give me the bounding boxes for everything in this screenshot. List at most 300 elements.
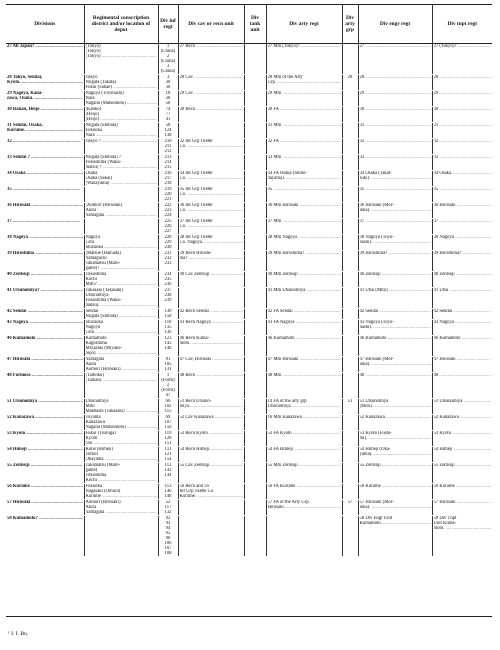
cell-line: 43 FA Nagoya ..... — [268, 320, 341, 325]
arty-regt-cell — [266, 91, 342, 107]
cell-line: 228 — [164, 235, 172, 240]
cell-line: 150 — [164, 425, 172, 430]
cell-line: 55 Zentsuji ..... — [434, 463, 492, 468]
inf-regt-cell — [158, 44, 178, 75]
cell-line: (Matsue (Hamada) — [85, 251, 121, 256]
division-cell — [6, 357, 84, 373]
inf-regt-cell — [158, 447, 178, 463]
division-cell — [6, 155, 84, 171]
cell-line: 91 — [165, 357, 171, 362]
engr-regt-cell — [358, 288, 432, 309]
cell-line: Gifu ..... — [86, 330, 157, 335]
cell-line: miya. ..... — [180, 404, 243, 409]
division-cell — [6, 336, 84, 357]
arty-regt-cell — [266, 123, 342, 139]
table-row — [6, 91, 492, 107]
tank-unit-cell — [244, 288, 266, 309]
cell-line: 229 — [164, 240, 172, 245]
bottom-rule — [6, 616, 492, 617]
cell-line: 47 Cav, Hirosaki ..... — [180, 357, 243, 362]
cell-line: moto. ..... — [180, 341, 243, 346]
inf-regt-cell — [158, 171, 178, 187]
division-cell — [6, 373, 84, 399]
tank-unit-cell — [244, 516, 266, 557]
table-row — [6, 484, 492, 500]
table-row — [6, 187, 492, 203]
cell-line: 55 Zentsuji ..... — [7, 463, 83, 468]
cell-line: Yamaguchi — [85, 256, 107, 261]
cav-unit-cell — [178, 251, 244, 272]
arty-regt-cell — [266, 399, 342, 415]
cell-line: 108 — [164, 551, 172, 556]
division-cell — [6, 203, 84, 219]
cell-line: 29 Nagoya, Kana- — [7, 91, 43, 96]
cell-line: 69 — [165, 415, 171, 420]
arty-regt-cell — [266, 107, 342, 123]
tnpt-regt-cell — [432, 463, 492, 484]
inf-regt-cell — [158, 336, 178, 357]
cell-line: 123 — [164, 336, 172, 341]
cell-line: Co. ..... — [180, 192, 243, 197]
cell-line: 42 FA Sendai ..... — [268, 309, 341, 314]
cell-line: 38 — [165, 96, 171, 101]
cell-line: 210 — [164, 139, 172, 144]
tnpt-regt-cell — [432, 431, 492, 447]
arty-grp-cell — [342, 336, 358, 357]
division-cell — [6, 320, 84, 336]
arty-grp-cell — [342, 484, 358, 500]
engr-regt-cell — [358, 235, 432, 251]
division-cell — [6, 139, 84, 155]
table-row — [6, 139, 492, 155]
cell-line: 218 — [164, 181, 172, 186]
cell-line: 40 Zentsuji ..... — [7, 272, 83, 277]
cell-line: Kanazawa — [85, 420, 106, 425]
cell-line: (Tainan) ..... — [86, 378, 157, 383]
table-row — [6, 107, 492, 123]
cell-line: 119 — [164, 431, 172, 436]
cell-line: 39 Recn Hiroshi- — [179, 251, 212, 256]
cell-line: 27 ..... — [360, 44, 431, 49]
cell-line: 29 ..... — [360, 91, 431, 96]
tank-unit-cell — [244, 187, 266, 203]
division-cell — [6, 251, 84, 272]
cell-line: 39 Hiroshima? ..... — [360, 251, 431, 256]
arty-grp-cell — [342, 272, 358, 288]
cell-line: Mito? ..... — [86, 282, 157, 287]
cell-line: 34 Osaka ..... — [434, 171, 492, 176]
district-cell — [84, 463, 158, 484]
tank-unit-cell — [244, 251, 266, 272]
cell-line: 48 ..... — [434, 373, 492, 378]
cell-line: 102 — [164, 404, 172, 409]
cell-line: 52 Kanazawa ..... — [434, 415, 492, 420]
cell-line: 27 Mtn (Tokyo)? ..... — [268, 44, 341, 49]
engr-regt-cell — [358, 463, 432, 484]
cell-line: 237 — [164, 288, 172, 293]
district-cell — [84, 44, 158, 75]
cell-line: 38 Mtn Nagoya ..... — [268, 235, 341, 240]
district-cell — [84, 336, 158, 357]
cav-unit-cell — [178, 107, 244, 123]
cell-line: 117 — [164, 505, 172, 510]
cell-line: 74 — [165, 107, 171, 112]
district-cell — [84, 320, 158, 336]
cell-line: 28 ..... — [360, 75, 431, 80]
cell-line: Utsunomiya — [85, 399, 109, 404]
cell-line: 52 — [165, 500, 171, 505]
cell-line: 29 ..... — [434, 91, 492, 96]
division-cell — [6, 272, 84, 288]
col-header-cav: Div cav or recn unit — [178, 5, 244, 44]
cell-line: 53 Kyoto (Fushi- — [359, 431, 392, 436]
tank-unit-cell — [244, 500, 266, 516]
cell-line: 92 — [165, 516, 171, 521]
division-cell — [6, 187, 84, 203]
cell-line: 35 ..... — [268, 187, 341, 192]
inf-regt-cell — [158, 415, 178, 431]
cell-line: Co. ..... — [180, 144, 243, 149]
cell-line: zawa, Osaka. ..... — [7, 96, 83, 101]
arty-grp-cell — [342, 171, 358, 187]
cell-line: Tokyo ? ..... — [86, 139, 157, 144]
division-cell — [6, 431, 84, 447]
cell-line: 56 Kurume ..... — [360, 484, 431, 489]
division-cell — [6, 288, 84, 309]
cell-line: 233 — [164, 261, 172, 266]
cell-line: 106 — [164, 541, 172, 546]
cell-line: 18 — [165, 91, 171, 96]
cell-line: 36 Hirosaki (Mor- — [359, 203, 394, 208]
arty-grp-cell — [342, 500, 358, 516]
cav-unit-cell — [178, 123, 244, 139]
engr-regt-cell — [358, 272, 432, 288]
cell-line: Tokyo — [85, 75, 98, 80]
cell-line: 34 FA Osaka (Shino- — [267, 171, 307, 176]
arty-grp-cell — [342, 91, 358, 107]
cell-line: 107 — [164, 546, 172, 551]
tnpt-regt-cell — [432, 500, 492, 516]
cell-line: Nagano (Matsumoto) ..... — [86, 425, 157, 430]
tnpt-regt-cell — [432, 516, 492, 557]
table-row — [6, 251, 492, 272]
cav-unit-cell — [178, 272, 244, 288]
cell-line: 54 Recn Himeji ..... — [180, 447, 243, 452]
cell-line: Co. Nagoya. ..... — [180, 240, 243, 245]
arty-regt-cell — [266, 75, 342, 91]
cell-line: nojo). ..... — [86, 351, 157, 356]
cell-line: 31 ..... — [360, 123, 431, 128]
arty-regt-cell — [266, 373, 342, 399]
cell-line: 52 Kanazawa ..... — [360, 415, 431, 420]
cell-line: 32 FA ..... — [268, 139, 341, 144]
tnpt-regt-cell — [432, 373, 492, 399]
cell-line: 2 — [166, 54, 170, 59]
cell-line: 35 ..... — [7, 187, 83, 192]
cell-line: Tokushima — [85, 473, 107, 478]
division-cell — [6, 91, 84, 107]
division-cell — [6, 75, 84, 91]
cell-line: 93 — [165, 521, 171, 526]
arty-grp-cell — [342, 309, 358, 320]
arty-grp-cell — [342, 320, 358, 336]
cell-line: 47 — [165, 393, 171, 398]
cell-line: Niigata (Shibata) — [85, 123, 118, 128]
cav-unit-cell — [178, 309, 244, 320]
cell-line: 42 Sendai ..... — [7, 309, 83, 314]
cell-line: 41 Utsu ..... — [434, 288, 492, 293]
cell-line: 143 — [164, 468, 172, 473]
cell-line: matsu) ? ..... — [86, 165, 157, 170]
cell-line: Akita — [85, 208, 96, 213]
table-row — [6, 288, 492, 309]
arty-grp-cell — [342, 219, 358, 235]
cell-line: Fukui (Sabae) ..... — [86, 85, 157, 90]
cell-line: 94 — [165, 526, 171, 531]
cell-line: Osaka (Sakai) — [85, 176, 112, 181]
arty-regt-cell — [266, 272, 342, 288]
inf-regt-cell — [158, 75, 178, 91]
cell-line: 51 Utsunomiya ..... — [7, 399, 83, 404]
table-row — [6, 399, 492, 415]
arty-regt-cell — [266, 357, 342, 373]
cell-line: 46 Kumamoto ..... — [7, 336, 83, 341]
arty-regt-cell — [266, 431, 342, 447]
cell-line: Osaka — [85, 171, 98, 176]
cell-line: Tottori — [85, 452, 99, 457]
inf-regt-cell — [158, 155, 178, 171]
cell-line: Gifu — [85, 240, 95, 245]
cell-line: 128 — [164, 436, 172, 441]
tnpt-regt-cell — [432, 219, 492, 235]
engr-regt-cell — [358, 357, 432, 373]
engr-regt-cell — [358, 415, 432, 431]
cell-line: Kurume. ..... — [180, 494, 243, 499]
arty-grp-cell — [342, 357, 358, 373]
inf-regt-cell — [158, 500, 178, 516]
engr-regt-cell — [358, 203, 432, 219]
tnpt-regt-cell — [432, 235, 492, 251]
cell-line: dayama). ..... — [268, 176, 341, 181]
district-cell — [84, 91, 158, 107]
cell-line: 136 — [164, 330, 172, 335]
cell-line: ioka). ..... — [360, 362, 431, 367]
cell-line: 47 Hirosaki (Mor- — [359, 357, 394, 362]
cell-line: moto. ..... — [434, 526, 492, 531]
division-cell — [6, 484, 84, 500]
arty-grp-cell — [342, 155, 358, 171]
arty-regt-cell — [266, 171, 342, 187]
cell-line: Mito — [85, 404, 95, 409]
cell-line: ma? ..... — [180, 256, 243, 261]
engr-regt-cell — [358, 44, 432, 75]
cell-line: 28 Tokyo, Sendai, — [7, 75, 43, 80]
cell-line: 52 Kanazawa ..... — [7, 415, 83, 420]
cell-line: 37 ..... — [7, 219, 83, 224]
cell-line: Fukushima (Waka- — [85, 298, 122, 303]
district-cell — [84, 516, 158, 557]
cell-line: Aomori (Hirosaki) — [85, 500, 121, 505]
cell-line: Utsunomiya. ..... — [268, 404, 341, 409]
arty-grp-cell — [342, 235, 358, 251]
cav-unit-cell — [178, 415, 244, 431]
cell-line: 32 ..... — [434, 139, 492, 144]
division-cell — [6, 44, 84, 75]
cav-unit-cell — [178, 288, 244, 309]
cav-unit-cell — [178, 155, 244, 171]
cell-line: Niigata (Shibata) ? — [85, 155, 121, 160]
col-header-district: Regimental conscription district and/or location of depot — [84, 5, 158, 44]
inf-regt-cell — [158, 219, 178, 235]
cell-line: 96 — [165, 536, 171, 541]
cell-line: Fukuoka — [85, 484, 102, 489]
cell-line: 215 — [164, 165, 172, 170]
tank-unit-cell — [244, 155, 266, 171]
cell-line: Kumamoto. ..... — [360, 521, 431, 526]
cav-unit-cell — [178, 91, 244, 107]
cell-line: 41 Utsunomiya? ..... — [7, 288, 83, 293]
divisions-table — [6, 4, 492, 557]
cell-line: Akita — [85, 505, 96, 510]
cav-unit-cell — [178, 139, 244, 155]
cell-line: (China) — [160, 69, 176, 74]
cell-line: 37 Inf Grp Tkette — [179, 219, 213, 224]
cell-line: 57 Hirosaki ..... — [434, 500, 492, 505]
arty-grp-cell — [342, 431, 358, 447]
district-cell — [84, 123, 158, 139]
cav-unit-cell — [178, 357, 244, 373]
cell-line: Tokushima — [85, 272, 107, 277]
inf-regt-cell — [158, 399, 178, 415]
cav-unit-cell — [178, 44, 244, 75]
district-cell — [84, 399, 158, 415]
arty-regt-cell — [266, 463, 342, 484]
cell-line: 222 — [164, 203, 172, 208]
cell-line: Yamagata ..... — [86, 213, 157, 218]
cell-line: 219 — [164, 187, 172, 192]
cell-line: Takasaki (Takasaki) — [85, 288, 123, 293]
cell-line: 40 Mtn Zentsuji ..... — [268, 272, 341, 277]
cell-line: Utsunomiya — [85, 293, 109, 298]
cell-line: Kumamoto — [85, 336, 107, 341]
engr-regt-cell — [358, 373, 432, 399]
tank-unit-cell — [244, 463, 266, 484]
cell-line: 56 Kurume ..... — [434, 484, 492, 489]
cell-line: mi). ..... — [360, 436, 431, 441]
engr-regt-cell — [358, 139, 432, 155]
engr-regt-cell — [358, 187, 432, 203]
tnpt-regt-cell — [432, 447, 492, 463]
cell-line: 32 ..... — [360, 139, 431, 144]
table-row — [6, 235, 492, 251]
cell-line: Kyoto. ..... — [7, 80, 83, 85]
arty-grp-cell — [342, 123, 358, 139]
cav-unit-cell — [178, 484, 244, 500]
cell-line: 238 — [164, 293, 172, 298]
arty-grp-cell — [342, 139, 358, 155]
engr-regt-cell — [358, 500, 432, 516]
col-header-inf: Div inf regt — [158, 5, 178, 44]
inf-regt-cell — [158, 139, 178, 155]
division-cell — [6, 107, 84, 123]
cell-line: 135 — [164, 325, 172, 330]
tank-unit-cell — [244, 75, 266, 91]
cav-unit-cell — [178, 500, 244, 516]
cell-line: 234 — [164, 272, 172, 277]
tnpt-regt-cell — [432, 139, 492, 155]
engr-regt-cell — [358, 336, 432, 357]
cell-line: Okayama ..... — [86, 457, 157, 462]
cell-line: Aomori (Hirosaki) ..... — [86, 367, 157, 372]
engr-regt-cell — [358, 91, 432, 107]
cell-line: 56 Recn and 56 — [179, 484, 209, 489]
cell-line: 33 Mtn ..... — [268, 155, 341, 160]
table-row — [6, 516, 492, 557]
tnpt-regt-cell — [432, 484, 492, 500]
tnpt-regt-cell — [432, 320, 492, 336]
footnote: ¹ I. I. Bn. — [8, 631, 29, 637]
cell-line: (China) — [160, 49, 176, 54]
cell-line: 232 — [164, 256, 172, 261]
divisions-table-page — [6, 4, 492, 614]
cell-line: 131 — [164, 367, 172, 372]
inf-regt-cell — [158, 288, 178, 309]
cell-line: 37 ..... — [434, 219, 492, 224]
table-row — [6, 447, 492, 463]
cell-line: 29 Mtn ..... — [268, 91, 341, 96]
cell-line: 146 — [164, 489, 172, 494]
cell-line: 28 Cav ..... — [180, 75, 243, 80]
cell-line: 16 Mtn Kanazawa ..... — [268, 415, 341, 420]
cell-line: 52 Cav Kanazawa ..... — [180, 415, 243, 420]
cell-line: ioka). ..... — [360, 208, 431, 213]
cell-line: 34 Osaka (Takat- — [359, 171, 392, 176]
cell-line: 43 Nagoya (Toyo- — [359, 320, 394, 325]
arty-regt-cell — [266, 516, 342, 557]
tnpt-regt-cell — [432, 336, 492, 357]
tank-unit-cell — [244, 447, 266, 463]
cell-line: 57 Hirosaki (Mor- — [359, 500, 394, 505]
tnpt-regt-cell — [432, 123, 492, 139]
tnpt-regt-cell — [432, 288, 492, 309]
tank-unit-cell — [244, 203, 266, 219]
cell-line: 57 — [347, 500, 353, 505]
cav-unit-cell — [178, 463, 244, 484]
arty-grp-cell — [342, 415, 358, 431]
inf-regt-cell — [158, 431, 178, 447]
cav-unit-cell — [178, 171, 244, 187]
inf-regt-cell — [158, 373, 178, 399]
tnpt-regt-cell — [432, 357, 492, 373]
cell-line: Hirosaki. ..... — [268, 505, 341, 510]
inf-regt-cell — [158, 91, 178, 107]
table-row — [6, 44, 492, 75]
cell-line: 216 — [164, 171, 172, 176]
division-cell — [6, 219, 84, 235]
cell-line: 121 — [164, 452, 172, 457]
cell-line: 37 ..... — [360, 219, 431, 224]
cav-unit-cell — [178, 75, 244, 91]
cell-line: 3 — [166, 64, 170, 69]
cell-line: 38 Inf Grp Tkette — [179, 235, 213, 240]
table-row — [6, 320, 492, 336]
cell-line: 105 — [164, 362, 172, 367]
cell-line: 38 Nagoya (Toyo- — [359, 235, 394, 240]
cell-line: 53 FA Kyoto ..... — [268, 431, 341, 436]
cell-line: 239 — [164, 298, 172, 303]
district-cell — [84, 484, 158, 500]
engr-regt-cell — [358, 447, 432, 463]
